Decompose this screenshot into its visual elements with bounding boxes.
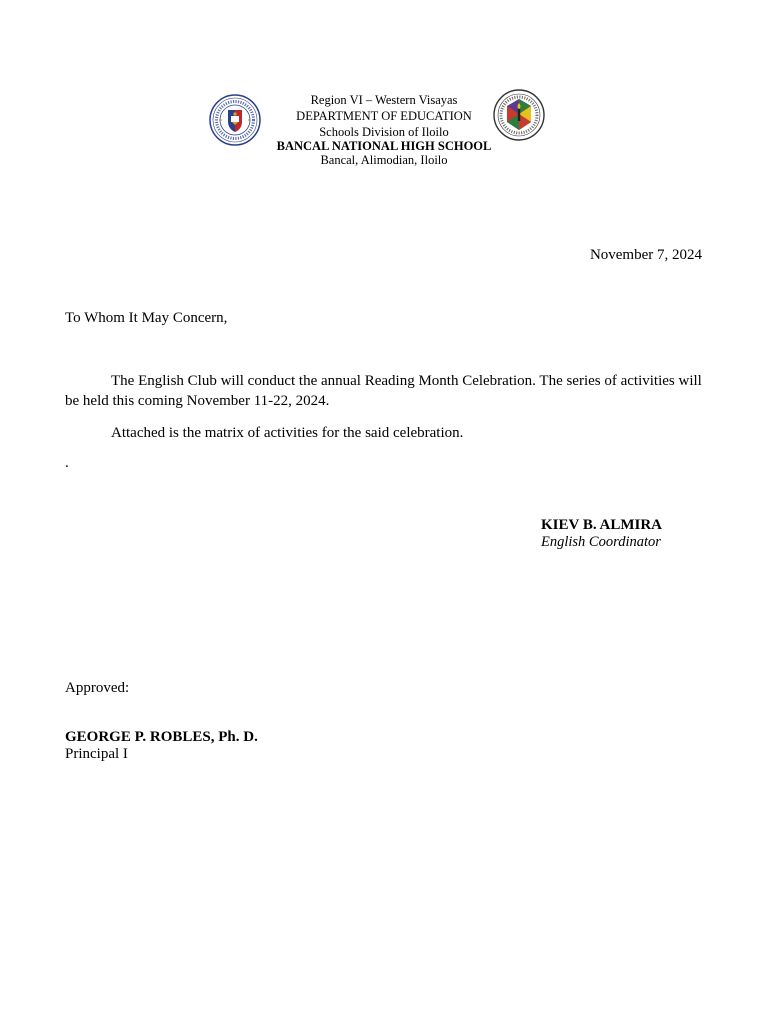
letter-salutation: To Whom It May Concern, [65, 310, 228, 326]
stray-period: . [65, 455, 69, 471]
signatory-title: English Coordinator [541, 534, 661, 550]
letter-date: November 7, 2024 [589, 247, 702, 263]
approved-label: Approved: [65, 680, 130, 696]
letterhead-region: Region VI – Western Visayas [310, 93, 458, 107]
letterhead [234, 93, 534, 168]
letter-paragraph-2: Attached is the matrix of activities for the said celebration. [111, 425, 464, 441]
letterhead-division: Schools Division of Iloilo [319, 125, 449, 139]
letterhead-department: DEPARTMENT OF EDUCATION [296, 109, 472, 123]
letterhead-school-name: BANCAL NATIONAL HIGH SCHOOL [276, 139, 492, 153]
letter-paragraph-1: The English Club will conduct the annual Reading Month Celebration. The series of activities will be held this coming November 11-22, 2024. [65, 373, 702, 409]
approver-title: Principal I [65, 746, 128, 762]
approver-block [65, 729, 258, 763]
approver-name: GEORGE P. ROBLES, Ph. D. [65, 729, 258, 745]
letterhead-address: Bancal, Alimodian, Iloilo [320, 153, 448, 167]
signatory-block [541, 517, 662, 551]
signatory-name: KIEV B. ALMIRA [541, 517, 662, 533]
